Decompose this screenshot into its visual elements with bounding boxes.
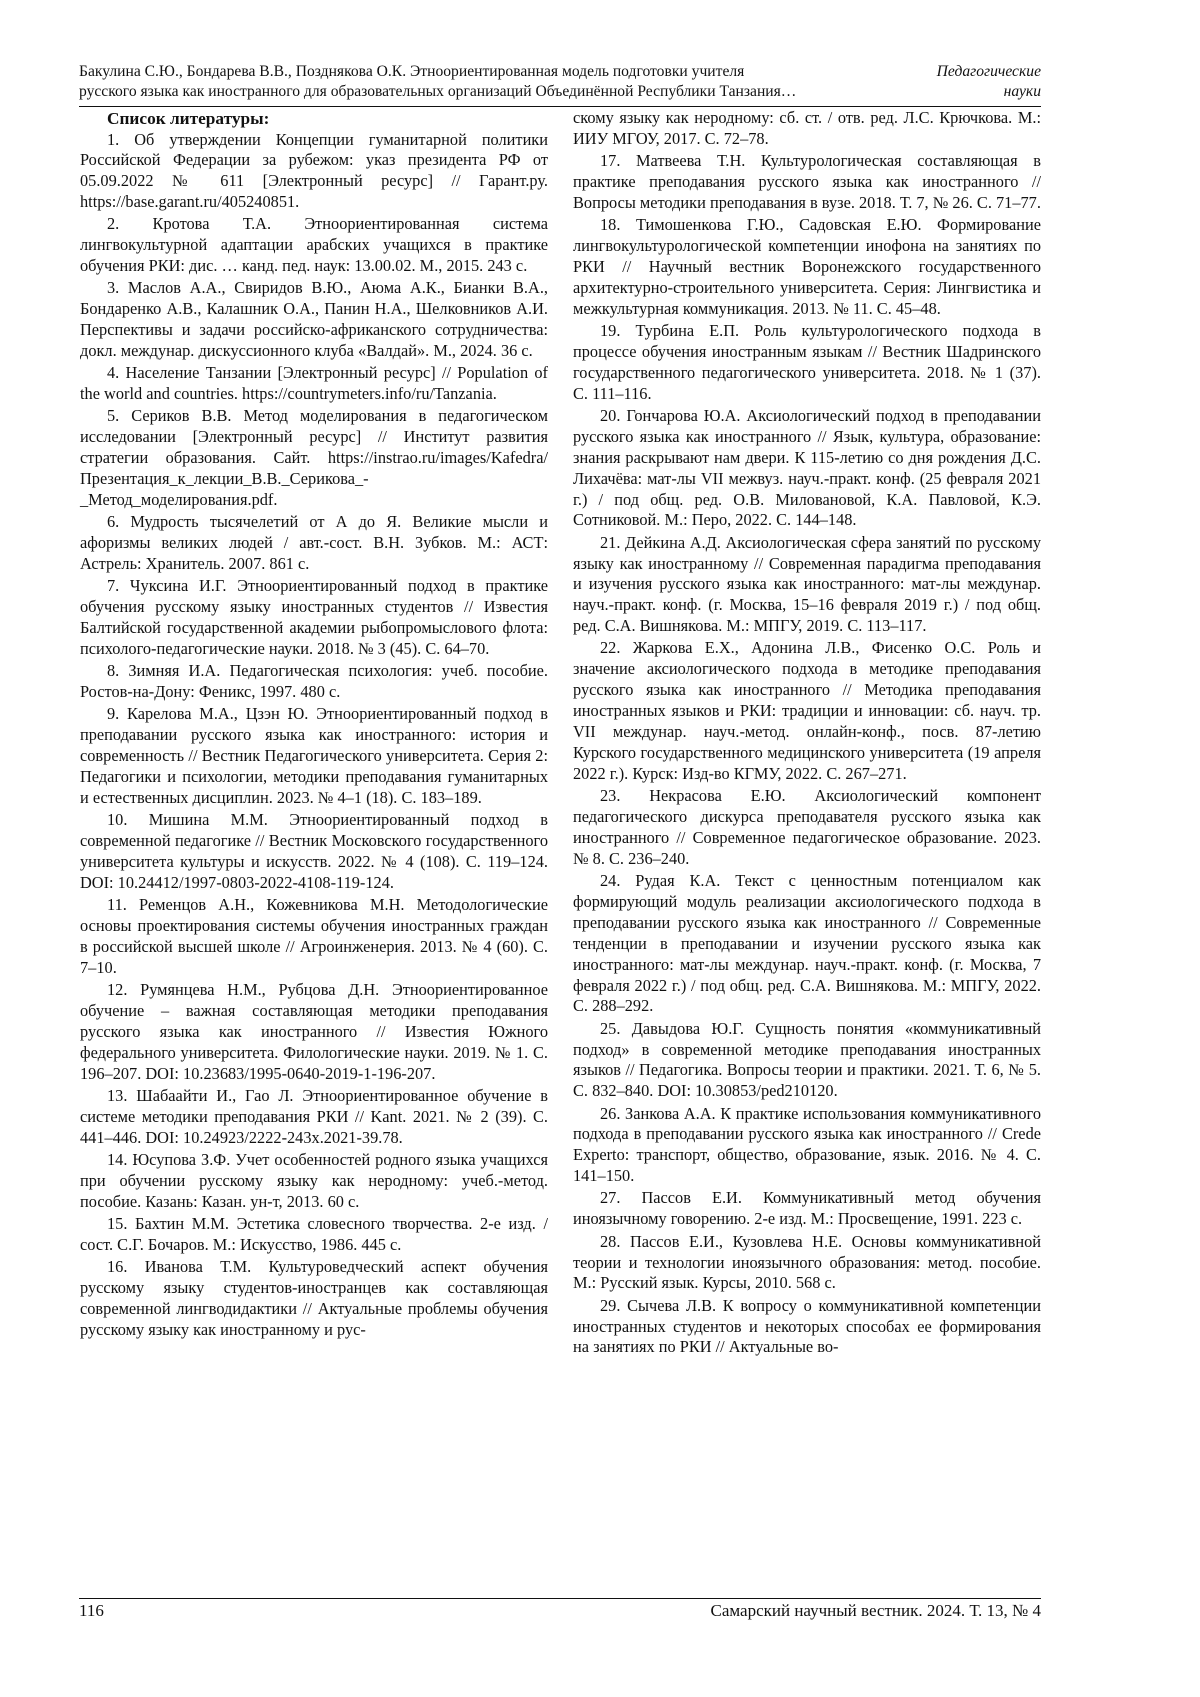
footer-rule bbox=[79, 1598, 1041, 1599]
section-rubric-line-2: науки bbox=[937, 82, 1041, 102]
reference-item: 25. Давыдова Ю.Г. Сущность понятия «коммуникативный подход» в современной методике преподавания иностранных языков // Педагогика. Вопросы теории и практики. 2021. Т. 6, № 5. С. 832–840. DOI: 10.30853/ped210120. bbox=[573, 1019, 1041, 1103]
header-rule bbox=[79, 106, 1041, 107]
reference-item: 14. Юсупова З.Ф. Учет особенностей родного языка учащихся при обучении русскому языку как неродному: учеб.-метод. пособие. Казань: Казан. ун-т, 2013. 60 с. bbox=[80, 1150, 548, 1213]
left-column bbox=[80, 108, 548, 1342]
reference-item: 10. Мишина М.М. Этноориентированный подход в современной педагогике // Вестник Московского государственного университета культуры и искусств. 2022. № 4 (108). С. 119–124. DOI: 10.24412/1997-0803-2022-4108-119-124. bbox=[80, 810, 548, 894]
right-column bbox=[573, 108, 1041, 1360]
reference-item: 9. Карелова М.А., Цзэн Ю. Этноориентированный подход в преподавании русского языка как иностранного: история и современность // Вестник Педагогического университета. Серия 2: Педагогики и психологии, методики преподавания гуманитарных и естественных дисциплин. 2023. № 4–1 (18). С. 183–189. bbox=[80, 704, 548, 809]
reference-item: 19. Турбина Е.П. Роль культурологического подхода в процессе обучения иностранным языкам // Вестник Шадринского государственного педагогического университета. 2018. № 1 (37). С. 111–116. bbox=[573, 321, 1041, 405]
reference-item: 18. Тимошенкова Г.Ю., Садовская Е.Ю. Формирование лингвокультурологической компетенции инофона на занятиях по РКИ // Научный вестник Воронежского государственного архитектурно-строительного университета. Серия: Лингвистика и межкультурная коммуникация. 2013. № 11. С. 45–48. bbox=[573, 215, 1041, 320]
running-header-authors bbox=[79, 62, 904, 102]
reference-item: 3. Маслов А.А., Свиридов В.Ю., Аюма А.К., Бианки В.А., Бондаренко А.В., Калашник О.А., Панин Н.А., Шелковников А.И. Перспективы и задачи российско-африканского сотрудничества: докл. междунар. дискуссионного клуба «Валдай». М., 2024. 36 с. bbox=[80, 278, 548, 362]
reference-item: 8. Зимняя И.А. Педагогическая психология: учеб. пособие. Ростов-на-Дону: Феникс, 1997. 480 с. bbox=[80, 661, 548, 703]
right-reference-list bbox=[573, 151, 1041, 1358]
reference-item: 7. Чуксина И.Г. Этноориентированный подход в практике обучения русскому языку иностранных студентов // Известия Балтийской государственной академии рыбопромыслового флота: психолого-педагогические науки. 2018. № 3 (45). С. 64–70. bbox=[80, 576, 548, 660]
reference-item: 22. Жаркова Е.Х., Адонина Л.В., Фисенко О.С. Роль и значение аксиологического подхода в методике преподавания русского языка как иностранного // Методика преподавания иностранных языков и РКИ: традиции и инновации: сб. науч. тр. VII междунар. науч.-метод. онлайн-конф., посв. 87-летию Курского государственного медицинского университета (19 апреля 2022 г.). Курск: Изд-во КГМУ, 2022. С. 267–271. bbox=[573, 638, 1041, 784]
reference-item: 12. Румянцева Н.М., Рубцова Д.Н. Этноориентированное обучение – важная составляющая методики преподавания русского языка как иностранного // Известия Южного федерального университета. Филологические науки. 2019. № 1. С. 196–207. DOI: 10.23683/1995-0640-2019-1-196-207. bbox=[80, 980, 548, 1085]
reference-item: 28. Пассов Е.И., Кузовлева Н.Е. Основы коммуникативной теории и технологии иноязычного образования: метод. пособие. М.: Русский язык. Курсы, 2010. 568 с. bbox=[573, 1232, 1041, 1295]
section-rubric-line-1: Педагогические bbox=[937, 62, 1041, 82]
running-header-line-2: русского языка как иностранного для образовательных организаций Объединённой Республики Танзания… bbox=[79, 82, 904, 102]
reference-item: 24. Рудая К.А. Текст с ценностным потенциалом как формирующий модуль реализации аксиологического подхода в преподавании русского языка как иностранного // Современные тенденции в преподавании и изучении русского языка как иностранного: мат-лы междунар. науч.-практ. конф. (г. Москва, 7 февраля 2022 г.) / под общ. ред. С.А. Вишнякова. М.: МПГУ, 2022. С. 288–292. bbox=[573, 871, 1041, 1017]
reference-item: 2. Кротова Т.А. Этноориентированная система лингвокультурной адаптации арабских учащихся в практике обучения РКИ: дис. … канд. пед. наук: 13.00.02. М., 2015. 243 с. bbox=[80, 214, 548, 277]
references-title: Список литературы: bbox=[107, 108, 548, 130]
reference-item: 11. Ременцов А.Н., Кожевникова М.Н. Методологические основы проектирования системы обучения иностранных граждан в российской высшей школе // Агроинженерия. 2013. № 4 (60). С. 7–10. bbox=[80, 895, 548, 979]
reference-item: 20. Гончарова Ю.А. Аксиологический подход в преподавании русского языка как иностранного // Язык, культура, образование: знания раскрывают нам двери. К 115-летию со дня рождения Д.С. Лихачёва: мат-лы VII межвуз. науч.-практ. конф. (25 февраля 2021 г.) / под общ. ред. О.В. Миловановой, К.А. Павловой, К.Э. Сотниковой. М.: Перо, 2022. С. 144–148. bbox=[573, 406, 1041, 531]
journal-citation: Самарский научный вестник. 2024. Т. 13, № 4 bbox=[711, 1600, 1042, 1622]
reference-item: 6. Мудрость тысячелетий от А до Я. Великие мысли и афоризмы великих людей / авт.-сост. В.Н. Зубков. М.: АСТ: Астрель: Хранитель. 2007. 861 с. bbox=[80, 512, 548, 575]
reference-item: 1. Об утверждении Концепции гуманитарной политики Российской Федерации за рубежом: указ президента РФ от 05.09.2022 № 611 [Электронный ресурс] // Гарант.ру. https://base.garant.ru/405240851. bbox=[80, 130, 548, 214]
reference-16-continuation: скому языку как неродному: сб. ст. / отв. ред. Л.С. Крючкова. М.: ИИУ МГОУ, 2017. С. 72–78. bbox=[573, 108, 1041, 150]
page-number: 116 bbox=[79, 1600, 104, 1622]
running-header-line-1: Бакулина С.Ю., Бондарева В.В., Позднякова О.К. Этноориентированная модель подготовки учителя bbox=[79, 62, 904, 82]
reference-item: 17. Матвеева Т.Н. Культурологическая составляющая в практике преподавания русского языка как иностранного // Вопросы методики преподавания в вузе. 2018. Т. 7, № 26. С. 71–77. bbox=[573, 151, 1041, 214]
reference-item: 29. Сычева Л.В. К вопросу о коммуникативной компетенции иностранных студентов и некоторых способах ее формирования на занятиях по РКИ // Актуальные во- bbox=[573, 1296, 1041, 1359]
reference-item: 26. Занкова А.А. К практике использования коммуникативного подхода в преподавании русского языка как иностранного // Crede Experto: транспорт, общество, образование, язык. 2016. № 4. С. 141–150. bbox=[573, 1104, 1041, 1188]
reference-item: 4. Население Танзании [Электронный ресурс] // Population of the world and countries. https://countrymeters.info/ru/Tanzania. bbox=[80, 363, 548, 405]
running-header bbox=[79, 62, 1041, 106]
reference-item: 23. Некрасова Е.Ю. Аксиологический компонент педагогического дискурса преподавателя русского языка как иностранного // Современное педагогическое образование. 2023. № 8. С. 236–240. bbox=[573, 786, 1041, 870]
reference-item: 27. Пассов Е.И. Коммуникативный метод обучения иноязычному говорению. 2-е изд. М.: Просвещение, 1991. 223 с. bbox=[573, 1188, 1041, 1230]
reference-item: 15. Бахтин М.М. Эстетика словесного творчества. 2-е изд. / сост. С.Г. Бочаров. М.: Искусство, 1986. 445 с. bbox=[80, 1214, 548, 1256]
reference-item: 5. Сериков В.В. Метод моделирования в педагогическом исследовании [Электронный ресурс] // Институт развития стратегии образования. Сайт. https://instrao.ru/images/Kafedra/Презентация_к_лекции_В.В._Серикова_-_Метод_моделирования.pdf. bbox=[80, 406, 548, 511]
left-reference-list bbox=[80, 130, 548, 1341]
reference-item: 21. Дейкина А.Д. Аксиологическая сфера занятий по русскому языку как иностранному // Современная парадигма преподавания и изучения русского языка как иностранного: мат-лы междунар. науч.-практ. конф. (г. Москва, 15–16 февраля 2019 г.) / под общ. ред. С.А. Вишнякова. М.: МПГУ, 2019. С. 113–117. bbox=[573, 533, 1041, 638]
reference-item: 16. Иванова Т.М. Культуроведческий аспект обучения русскому языку студентов-иностранцев как составляющая современной лингводидактики // Актуальные проблемы обучения русскому языку как иностранному и рус- bbox=[80, 1257, 548, 1341]
reference-item: 13. Шабаайти И., Гао Л. Этноориентированное обучение в системе методики преподавания РКИ // Kant. 2021. № 2 (39). С. 441–446. DOI: 10.24923/2222-243x.2021-39.78. bbox=[80, 1086, 548, 1149]
section-rubric bbox=[937, 62, 1041, 102]
